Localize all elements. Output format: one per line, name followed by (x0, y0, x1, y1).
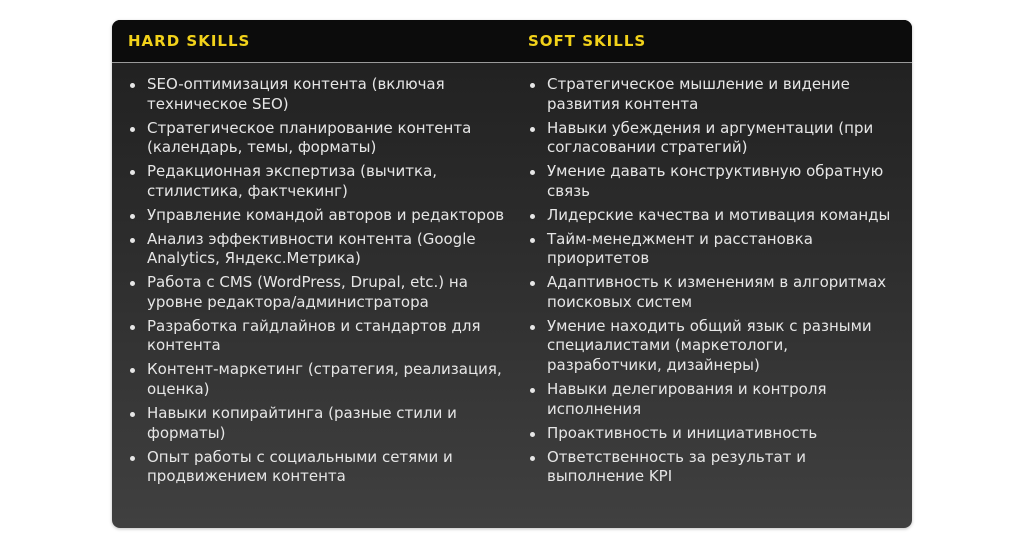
list-item-text: Стратегическое мышление и видение развития контента (547, 75, 850, 113)
list-item-text: Лидерские качества и мотивация команды (547, 205, 891, 224)
bullet-icon (530, 238, 535, 243)
bullet-icon (130, 127, 135, 132)
list-item (527, 75, 907, 114)
list-item-text: Навыки копирайтинга (разные стили и форматы) (147, 404, 457, 442)
list-item-text: Адаптивность к изменениям в алгоритмах поисковых систем (547, 273, 887, 311)
list-item-text: Стратегическое планирование контента (календарь, темы, форматы) (147, 118, 472, 157)
bullet-icon (530, 456, 535, 461)
bullet-icon (130, 83, 135, 88)
list-item-text: Контент-маркетинг (стратегия, реализация, оценка) (147, 360, 502, 399)
list-item (127, 206, 507, 226)
bullet-icon (130, 214, 135, 219)
list-item (127, 119, 507, 158)
bullet-icon (130, 456, 135, 461)
bullet-icon (130, 238, 135, 243)
bullet-icon (530, 281, 535, 286)
list-item (527, 317, 907, 376)
bullet-icon (530, 83, 535, 88)
hard-skills-list (127, 75, 507, 491)
soft-skills-list (527, 75, 907, 491)
list-item-text: Работа с CMS (WordPress, Drupal, etc.) на уровне редактора/администратора (147, 273, 468, 311)
list-item (527, 206, 907, 226)
list-item (527, 380, 907, 419)
list-item (127, 273, 507, 312)
list-item-text: Умение давать конструктивную обратную связь (547, 162, 884, 200)
list-item-text: Ответственность за результат и выполнение KPI (547, 447, 806, 486)
list-item-text: Опыт работы с социальными сетями и продвижением контента (147, 447, 453, 486)
list-item (127, 230, 507, 269)
list-item (127, 317, 507, 356)
list-item (527, 230, 907, 269)
bullet-icon (130, 170, 135, 175)
bullet-icon (530, 170, 535, 175)
list-item-text: Умение находить общий язык с разными специалистами (маркетологи, разработчики, дизайнеры) (547, 316, 872, 375)
bullet-icon (530, 325, 535, 330)
list-item-text: Анализ эффективности контента (Google Analytics, Яндекс.Метрика) (147, 229, 476, 268)
list-item-text: Управление командой авторов и редакторов (147, 205, 505, 224)
bullet-icon (130, 412, 135, 417)
bullet-icon (130, 325, 135, 330)
soft-skills-heading: SOFT SKILLS (528, 32, 647, 50)
list-item-text: Проактивность и инициативность (547, 423, 818, 442)
bullet-icon (130, 368, 135, 373)
bullet-icon (530, 388, 535, 393)
bullet-icon (530, 127, 535, 132)
hard-skills-heading: HARD SKILLS (128, 32, 251, 50)
list-item (127, 448, 507, 487)
list-item (527, 273, 907, 312)
list-item (527, 162, 907, 201)
bullet-icon (530, 214, 535, 219)
list-item (127, 404, 507, 443)
table-header (112, 20, 912, 63)
list-item (127, 360, 507, 399)
list-item-text: Разработка гайдлайнов и стандартов для контента (147, 316, 481, 355)
list-item (127, 162, 507, 201)
bullet-icon (530, 432, 535, 437)
bullet-icon (130, 281, 135, 286)
list-item-text: SEO-оптимизация контента (включая техническое SEO) (147, 75, 445, 113)
list-item (527, 424, 907, 444)
list-item-text: Навыки делегирования и контроля исполнения (547, 380, 827, 418)
list-item (527, 119, 907, 158)
list-item (127, 75, 507, 114)
list-item-text: Навыки убеждения и аргументации (при согласовании стратегий) (547, 118, 874, 157)
list-item-text: Тайм-менеджмент и расстановка приоритетов (547, 229, 813, 268)
list-item (527, 448, 907, 487)
skills-table (112, 20, 912, 528)
list-item-text: Редакционная экспертиза (вычитка, стилистика, фактчекинг) (147, 162, 438, 200)
